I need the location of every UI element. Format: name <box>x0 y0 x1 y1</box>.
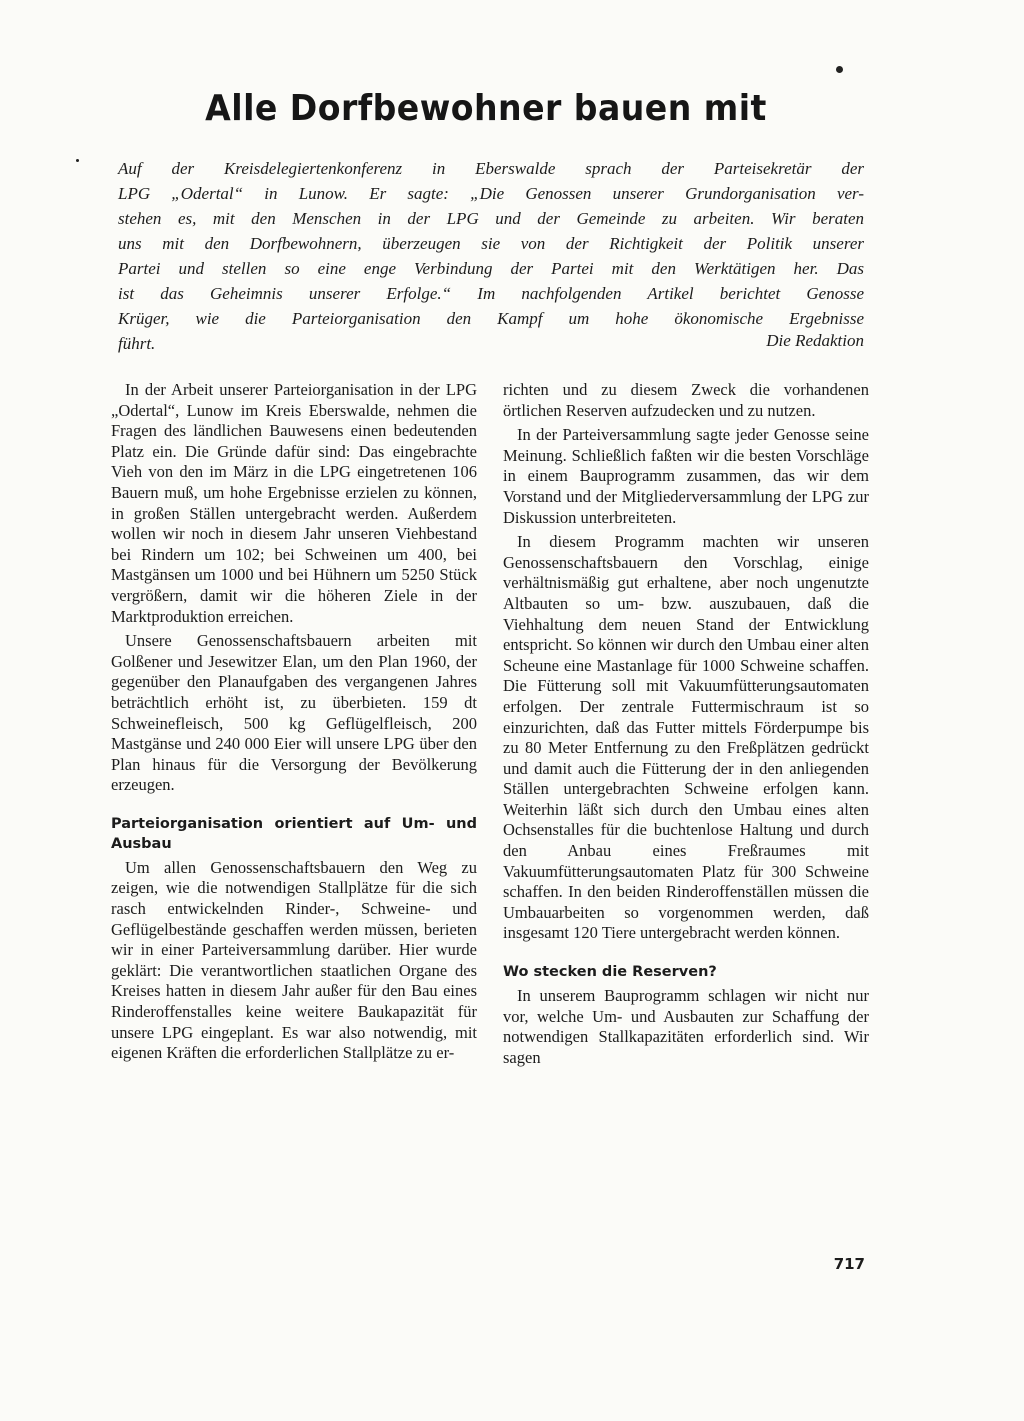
section-heading: Parteiorganisation orientiert auf Um- und Ausbau <box>111 815 477 852</box>
body-paragraph: In diesem Programm machten wir unseren Genossenschaftsbauern den Vorschlag, einige verhältnismäßig gut erhaltene, aber noch ungenutzte Altbauten so um- bzw. auszubauen, daß die Viehhaltung dem neuen Stand der Entwicklung entspricht. So können wir durch den Umbau einer alten Scheune eine Mastanlage für 1000 Schweine schaffen. Die Fütterung soll mit Vakuumfütterungsautomaten erfolgen. Der zentrale Futtermischraum ist so einzurichten, daß das Futter mittels Förderpumpe bis zu 80 Meter Entfernung zu den Freßplätzen gedrückt und damit auch die Fütterung der in den anliegenden Ställen untergebrachten Schweine erfolgen kann. Weiterhin läßt sich durch den Umbau eines alten Ochsenstalles für die buchtenlose Haltung und durch den Anbau eines Freßraumes mit Vakuumfütterungsautomaten Platz für 300 Schweine schaffen. In den beiden Rinderoffenställen müssen die Umbauarbeiten so vorgenommen werden, daß insgesamt 120 Tiere untergebracht werden können. <box>503 532 869 943</box>
body-paragraph: In der Parteiversammlung sagte jeder Genosse seine Meinung. Schließlich faßten wir die besten Vorschläge in einem Bauprogramm zusammen, das wir dem Vorstand und der Mitgliederversammlung der LPG zur Diskussion unterbreiteten. <box>503 425 869 527</box>
intro-line: führt. <box>118 334 156 353</box>
body-paragraph: Um allen Genossenschaftsbauern den Weg zu zeigen, wie die notwendigen Stallplätze für die sich rasch entwickelnden Rinder-, Schweine- und Geflügelbestände geschaffen werden müssen, berieten wir in einer Parteiversammlung darüber. Hier wurde geklärt: Die verantwortlichen staatlichen Organe des Kreises hatten in diesem Jahr außer für den Bau eines Rinderoffenstalles keine weitere Baukapazität für unsere LPG eingeplant. Es war also notwendig, mit eigenen Kräften die erforderlichen Stallplätze zu er- <box>111 857 477 1063</box>
right-column <box>503 380 869 1072</box>
intro-line: Partei und stellen so eine enge Verbindung der Partei mit den Werktätigen her. Das <box>118 259 864 278</box>
print-speck <box>836 66 843 73</box>
body-paragraph: richten und zu diesem Zweck die vorhandenen örtlichen Reserven aufzudecken und zu nutzen. <box>503 380 869 420</box>
editorial-signature: Die Redaktion <box>766 331 864 350</box>
left-column <box>111 380 477 1068</box>
intro-line: LPG „Odertal“ in Lunow. Er sagte: „Die Genossen unserer Grundorganisation ver- <box>118 184 864 203</box>
intro-line: ist das Geheimnis unserer Erfolge.“ Im nachfolgenden Artikel berichtet Genosse <box>118 284 864 303</box>
body-paragraph: Unsere Genossenschaftsbauern arbeiten mit Golßener und Jesewitzer Elan, um den Plan 1960, der gegenüber den Planaufgaben des vergangenen Jahres beträchtlich erhöht ist, zu überbieten. 159 dt Schweinefleisch, 500 kg Geflügelfleisch, 200 Mastgänse und 240 000 Eier will unsere LPG über den Plan hinaus für die Versorgung der Bevölkerung erzeugen. <box>111 631 477 795</box>
intro-line: stehen es, mit den Menschen in der LPG und der Gemeinde zu arbeiten. Wir beraten <box>118 209 864 228</box>
article-intro <box>118 156 864 356</box>
intro-line: Auf der Kreisdelegiertenkonferenz in Eberswalde sprach der Parteisekretär der <box>118 159 864 178</box>
body-paragraph: In der Arbeit unserer Parteiorganisation in der LPG „Odertal“, Lunow im Kreis Eberswalde, nehmen die Fragen des ländlichen Bauwesens einen bedeutenden Platz ein. Die Gründe dafür sind: Das eingebrachte Vieh von den im März in die LPG eingetretenen 106 Bauern muß, um hohe Ergebnisse erzielen zu können, in großen Ställen untergebracht werden. Außerdem wollen wir noch in diesem Jahr unseren Viehbestand bei Rindern um 102; bei Schweinen um 400, bei Mastgänsen um 1000 und bei Hühnern um 5250 Stück vergrößern, damit wir die höheren Ziele in der Marktproduktion erreichen. <box>111 380 477 626</box>
article-title: Alle Dorfbewohner bauen mit <box>205 88 767 129</box>
section-heading: Wo stecken die Reserven? <box>503 964 717 981</box>
intro-line: uns mit den Dorfbewohnern, überzeugen sie von der Richtigkeit der Politik unserer <box>118 234 864 253</box>
intro-line: Krüger, wie die Parteiorganisation den Kampf um hohe ökonomische Ergebnisse <box>118 309 864 328</box>
body-paragraph: In unserem Bauprogramm schlagen wir nicht nur vor, welche Um- und Ausbauten zur Schaffung der notwendigen Stallkapazitäten erforderlich sind. Wir sagen <box>503 986 869 1067</box>
print-speck <box>76 159 79 162</box>
page-number: 717 <box>833 1255 865 1273</box>
